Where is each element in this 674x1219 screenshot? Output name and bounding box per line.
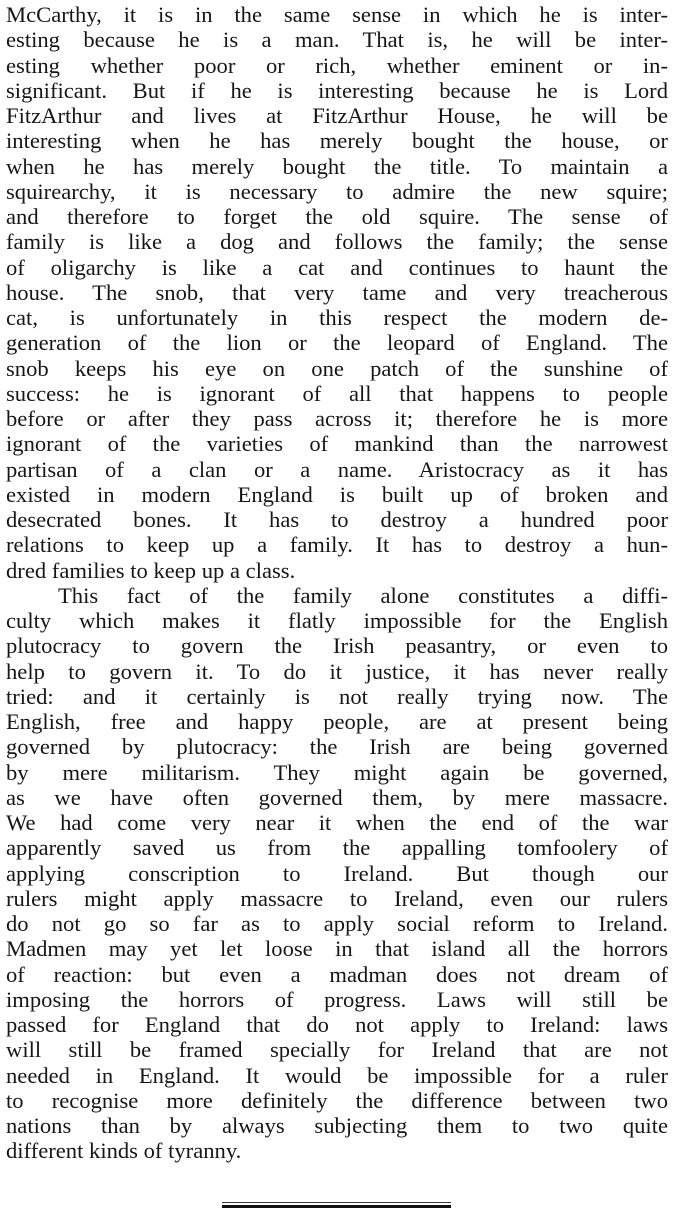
text-line: significant. But if he is interesting because he is Lord bbox=[6, 77, 668, 103]
text-line: house. The snob, that very tame and very treacherous bbox=[6, 279, 668, 305]
text-line: needed in England. It would be impossible for a ruler bbox=[6, 1062, 668, 1088]
text-line: do not go so far as to apply social reform to Ireland. bbox=[6, 911, 668, 936]
section-end-rule bbox=[222, 1202, 451, 1208]
text-line: family is like a dog and follows the family; the sense bbox=[6, 229, 668, 255]
paragraph-2 bbox=[6, 583, 668, 1164]
text-line: to recognise more definitely the difference between two bbox=[6, 1087, 668, 1113]
text-line: existed in modern England is built up of broken and bbox=[6, 481, 668, 507]
text-line: culty which makes it flatly impossible for the English bbox=[6, 608, 668, 633]
text-line: dred families to keep up a class. bbox=[6, 557, 296, 583]
text-line: tried: and it certainly is not really trying now. The bbox=[6, 683, 668, 709]
text-line: ignorant of the varieties of mankind than the narrowest bbox=[6, 431, 668, 457]
text-line: imposing the horrors of progress. Laws will still be bbox=[6, 986, 668, 1012]
text-line: relations to keep up a family. It has to destroy a hun- bbox=[6, 532, 668, 558]
text-line: We had come very near it when the end of the war bbox=[6, 810, 668, 835]
text-line: apparently saved us from the appalling tomfoolery of bbox=[6, 835, 668, 861]
text-line: desecrated bones. It has to destroy a hundred poor bbox=[6, 507, 668, 532]
text-line: nations than by always subjecting them to two quite bbox=[6, 1113, 668, 1138]
text-line: generation of the lion or the leopard of England. The bbox=[6, 330, 668, 356]
text-line: passed for England that do not apply to Ireland: laws bbox=[6, 1012, 668, 1037]
paragraph-1 bbox=[6, 2, 668, 583]
text-line: English, free and happy people, are at present being bbox=[6, 709, 668, 734]
text-line: interesting when he has merely bought the house, or bbox=[6, 128, 668, 154]
text-line: FitzArthur and lives at FitzArthur House, he will be bbox=[6, 103, 668, 128]
text-line: applying conscription to Ireland. But though our bbox=[6, 860, 668, 886]
thick-rule bbox=[222, 1205, 451, 1208]
text-line: plutocracy to govern the Irish peasantry, or even to bbox=[6, 633, 668, 659]
text-line: when he has merely bought the title. To maintain a bbox=[6, 153, 668, 179]
text-line: before or after they pass across it; therefore he is more bbox=[6, 406, 668, 431]
text-line: by mere militarism. They might again be governed, bbox=[6, 759, 668, 785]
text-line: partisan of a clan or a name. Aristocracy as it has bbox=[6, 456, 668, 482]
thin-rule bbox=[222, 1202, 451, 1203]
text-line: McCarthy, it is in the same sense in which he is inter- bbox=[6, 2, 668, 27]
text-line: different kinds of tyranny. bbox=[6, 1138, 242, 1164]
text-column bbox=[6, 2, 668, 1164]
text-line: esting whether poor or rich, whether eminent or in- bbox=[6, 52, 668, 78]
text-line: governed by plutocracy: the Irish are being governed bbox=[6, 734, 668, 760]
text-line: cat, is unfortunately in this respect the modern de- bbox=[6, 305, 668, 330]
text-line: success: he is ignorant of all that happens to people bbox=[6, 380, 668, 406]
text-line: snob keeps his eye on one patch of the sunshine of bbox=[6, 355, 668, 381]
text-line: help to govern it. To do it justice, it has never really bbox=[6, 658, 668, 684]
text-line: Madmen may yet let loose in that island all the horrors bbox=[6, 936, 668, 962]
text-line: squirearchy, it is necessary to admire the new squire; bbox=[6, 178, 668, 204]
text-line: of oligarchy is like a cat and continues to haunt the bbox=[6, 254, 668, 280]
text-line: This fact of the family alone constitutes a diffi- bbox=[58, 582, 668, 608]
text-line: rulers might apply massacre to Ireland, even our rulers bbox=[6, 885, 668, 911]
text-line: as we have often governed them, by mere massacre. bbox=[6, 784, 668, 810]
text-line: of reaction: but even a madman does not dream of bbox=[6, 961, 668, 987]
text-line: esting because he is a man. That is, he will be inter- bbox=[6, 27, 668, 53]
text-line: will still be framed specially for Ireland that are not bbox=[6, 1037, 668, 1063]
text-line: and therefore to forget the old squire. The sense of bbox=[6, 204, 668, 229]
